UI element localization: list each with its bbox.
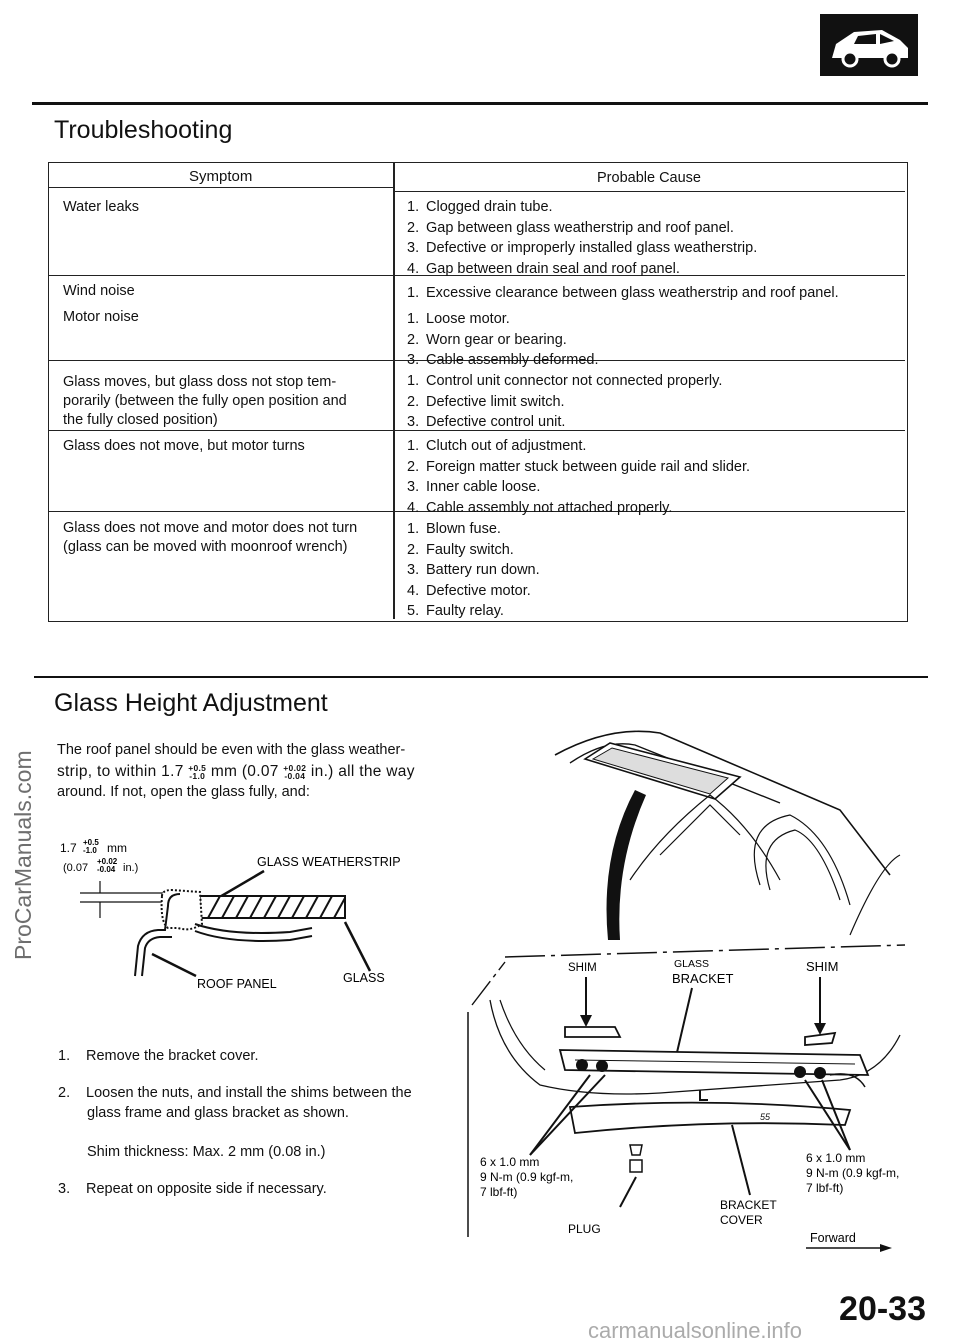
table-header-divider-left (49, 187, 393, 188)
intro-line-1: The roof panel should be even with the glass weather- (57, 742, 406, 758)
label-glass: GLASS (343, 971, 385, 985)
step-3: 3. Repeat on opposite side if necessary. (58, 1181, 327, 1197)
page-number: 20-33 (839, 1290, 926, 1328)
cause-item: 4. Cable assembly not attached properly. (407, 499, 673, 516)
causes-glass-not-move-motor-not-turn (407, 519, 540, 622)
cause-item: 5. Faulty relay. (407, 603, 504, 619)
dim-mm-tol-up: +0.5 (83, 838, 99, 847)
label-bolt-left-2: 9 N-m (0.9 kgf-m, (480, 1170, 574, 1184)
section-rule (34, 676, 928, 678)
cause-item: 3. Inner cable loose. (407, 479, 541, 495)
cause-item: 3. Battery run down. (407, 562, 540, 578)
section-title-troubleshooting: Troubleshooting (54, 116, 233, 144)
intro-line-2: strip, to within 1.7 +0.5 -1.0 mm (0.07 +0.02 -0.04 in.) all the way (57, 762, 415, 781)
label-bolt-left-3: 7 lbf-ft) (480, 1185, 518, 1199)
label-bolt-left-1: 6 x 1.0 mm (480, 1155, 540, 1169)
label-bracket-cover-1: BRACKET (720, 1198, 777, 1212)
cause-item: 1. Loose motor. (407, 311, 510, 327)
label-plug: PLUG (568, 1222, 601, 1236)
cause-item: 1. Excessive clearance between glass weatherstrip and roof panel. (407, 285, 839, 301)
dim-in-tol-dn: -0.04 (97, 865, 116, 874)
step-1: 1. Remove the bracket cover. (58, 1048, 259, 1064)
symptom-water-leaks: Water leaks (63, 199, 140, 215)
symptom-glass-not-move-motor-turns: Glass does not move, but motor turns (63, 438, 305, 454)
section-title-glass-height: Glass Height Adjustment (54, 689, 328, 717)
dim-mm: 1.7 (60, 841, 77, 855)
adjustment-steps (58, 1046, 458, 1199)
cause-item: 2. Defective limit switch. (407, 393, 565, 410)
watermark-bottom: carmanualsonline.info (588, 1318, 803, 1343)
label-glass-bracket-1: GLASS (674, 958, 710, 970)
cause-item: 1. Blown fuse. (407, 521, 501, 537)
probable-cause-header: Probable Cause (597, 170, 701, 186)
label-roof-panel: ROOF PANEL (197, 977, 277, 991)
dim-in-tol-up: +0.02 (97, 857, 118, 866)
svg-text:55: 55 (760, 1112, 771, 1122)
symptom-wind-noise: Wind noise (63, 283, 135, 299)
label-bolt-right-2: 9 N-m (0.9 kgf-m, (806, 1166, 900, 1180)
table-header-divider-right (393, 191, 905, 192)
glass-bracket-exploded-diagram (460, 715, 940, 1260)
cause-item: 1. Control unit connector not connected properly. (407, 373, 723, 389)
cause-item: 1. Clutch out of adjustment. (407, 438, 587, 454)
cause-item: 2. Gap between glass weatherstrip and roof panel. (407, 219, 734, 236)
forward-arrow-icon (880, 1244, 892, 1252)
label-glass-weatherstrip: GLASS WEATHERSTRIP (257, 855, 401, 869)
top-rule (32, 102, 928, 105)
table-column-divider (393, 163, 395, 619)
symptom-header: Symptom (189, 168, 253, 185)
cause-item: 4. Gap between drain seal and roof panel. (407, 260, 680, 277)
step-2-cont: glass frame and glass bracket as shown. (87, 1105, 349, 1121)
causes-glass-moves (407, 371, 722, 433)
car-silhouette-icon (820, 14, 918, 76)
watermark-side: ProCarManuals.com (10, 750, 36, 960)
dim-mm-tol-dn: -1.0 (83, 846, 97, 855)
cause-item: 3. Defective or improperly installed glass weatherstrip. (407, 240, 758, 256)
cause-item: 1. Clogged drain tube. (407, 199, 553, 215)
symptom-glass-moves: Glass moves, but glass doss not stop tem- porarily (between the fully open position and the fully closed position) (63, 374, 347, 428)
cause-item: 2. Worn gear or bearing. (407, 331, 567, 348)
label-glass-bracket-2: BRACKET (672, 971, 734, 986)
cause-item: 4. Defective motor. (407, 582, 531, 599)
shim-thickness-note: Shim thickness: Max. 2 mm (0.08 in.) (87, 1144, 326, 1160)
dim-in: (0.07 (63, 862, 89, 874)
label-shim-right: SHIM (806, 959, 839, 974)
causes-wind-noise (407, 283, 839, 304)
label-shim-left: SHIM (568, 962, 597, 974)
label-bracket-cover-2: COVER (720, 1213, 763, 1227)
causes-water-leaks (407, 197, 757, 279)
label-forward: Forward (810, 1231, 856, 1245)
step-2: 2. Loosen the nuts, and install the shims between the (58, 1085, 412, 1101)
adjustment-intro (57, 740, 457, 803)
causes-motor-noise (407, 309, 598, 371)
dim-mm-unit: mm (107, 841, 127, 855)
label-bolt-right-3: 7 lbf-ft) (806, 1181, 844, 1195)
cause-item: 2. Foreign matter stuck between guide rail and slider. (407, 458, 751, 475)
troubleshooting-table (48, 162, 908, 622)
weatherstrip-cross-section-diagram (50, 836, 450, 996)
cause-item: 3. Cable assembly deformed. (407, 352, 599, 368)
symptom-glass-not-move-motor-not-turn: Glass does not move and motor does not turn (glass can be moved with moonroof wrench) (63, 520, 358, 555)
cause-item: 2. Faulty switch. (407, 541, 514, 558)
dim-in-unit: in.) (123, 862, 139, 874)
symptom-motor-noise: Motor noise (63, 309, 139, 325)
causes-glass-not-move-motor-turns (407, 436, 750, 518)
label-bolt-right-1: 6 x 1.0 mm (806, 1151, 866, 1165)
intro-line-3: around. If not, open the glass fully, and: (57, 784, 310, 800)
cause-item: 3. Defective control unit. (407, 414, 566, 430)
